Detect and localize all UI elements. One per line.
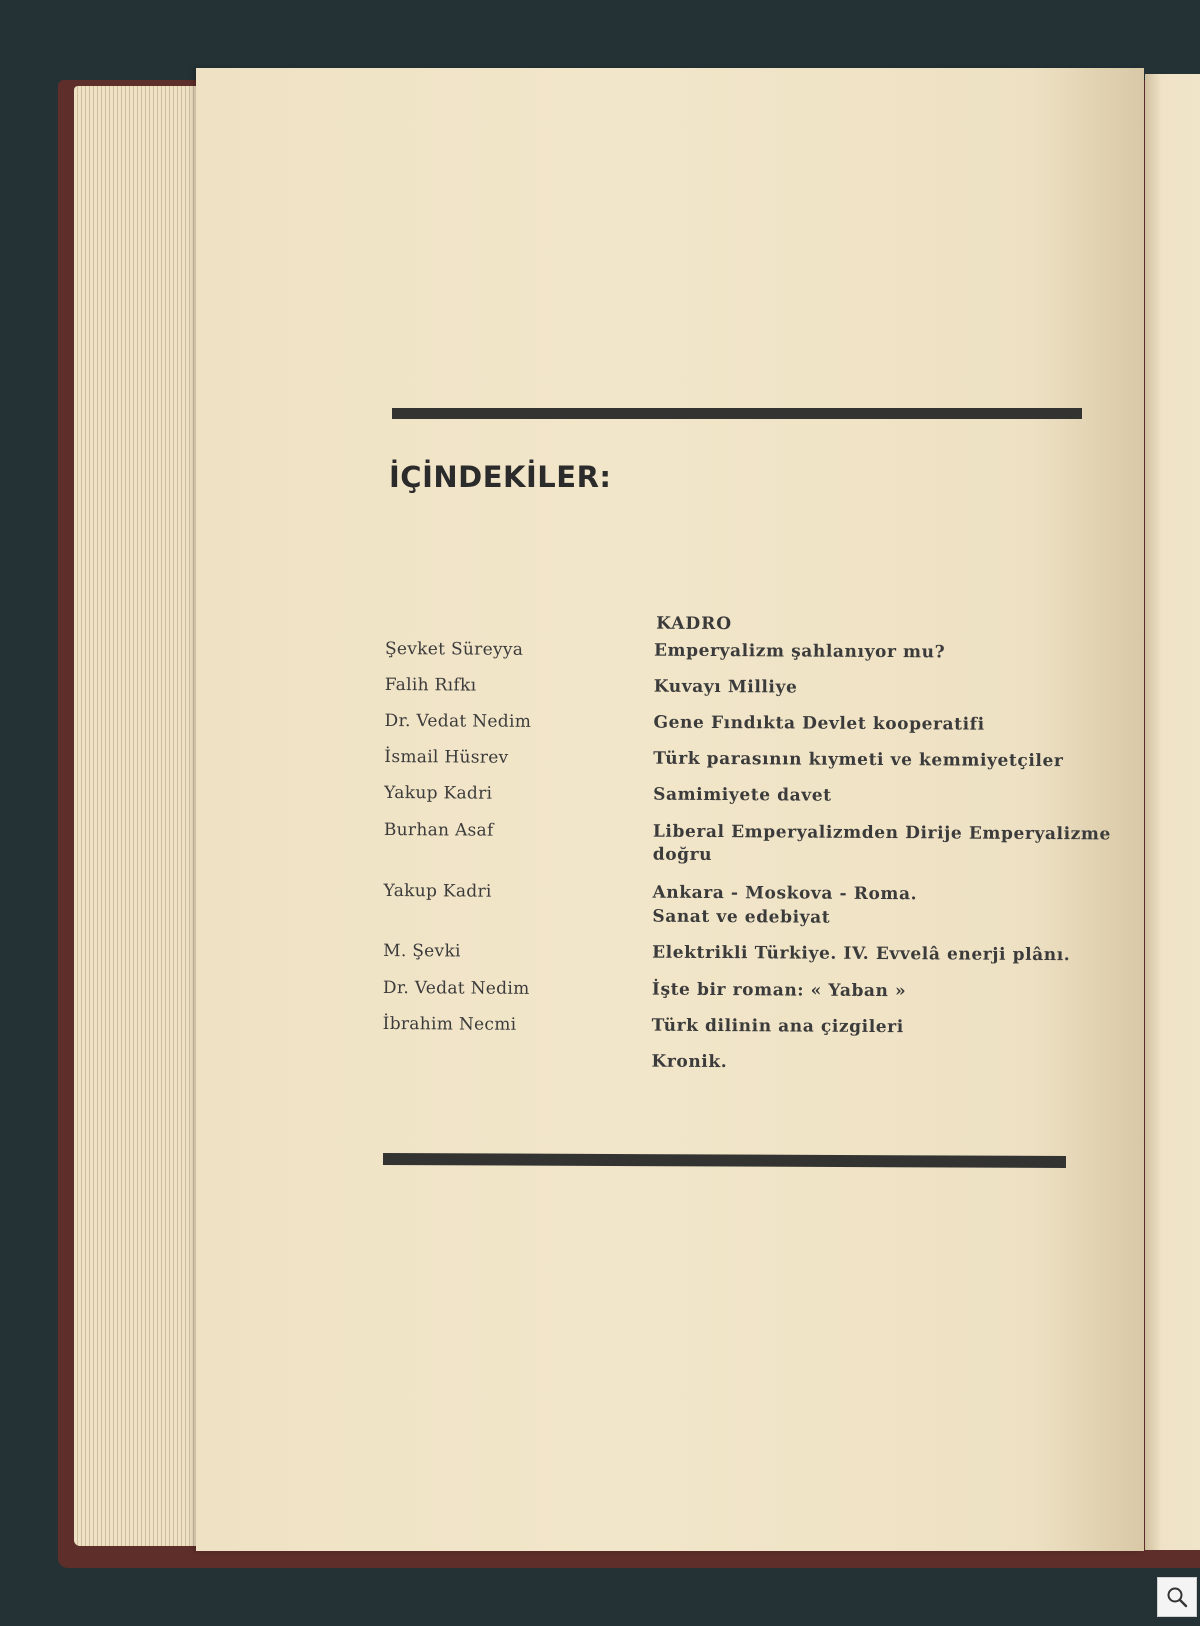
toc-title: Kuvayı Milliye xyxy=(653,676,798,698)
toc-title: Kronik. xyxy=(651,1051,728,1073)
toc-title: Gene Fındıkta Devlet kooperatifi xyxy=(653,712,985,735)
book-page xyxy=(196,68,1144,1551)
toc-author: Yakup Kadri xyxy=(384,782,493,804)
toc-title: Elektrikli Türkiye. IV. Evvelâ enerji plânı. xyxy=(652,942,1071,966)
table-of-contents xyxy=(190,67,1147,1556)
toc-title: Ankara - Moskova - Roma. xyxy=(652,882,918,905)
toc-title: Liberal Emperyalizmden Dirije Emperyalizme xyxy=(652,821,1112,845)
toc-author: İsmail Hüsrev xyxy=(384,746,509,768)
toc-author: Dr. Vedat Nedim xyxy=(384,710,532,732)
facing-page-edge xyxy=(1145,74,1200,1550)
toc-author: İbrahim Necmi xyxy=(382,1013,517,1035)
magnifier-icon xyxy=(1166,1586,1188,1608)
section-label: KADRO xyxy=(656,613,733,635)
toc-title: İşte bir roman: « Yaban » xyxy=(651,979,907,1002)
toc-title-continued: doğru xyxy=(652,844,713,865)
toc-title-continued: Sanat ve edebiyat xyxy=(652,906,831,928)
page-title: İÇİNDEKİLER: xyxy=(389,460,612,494)
toc-title: Türk dilinin ana çizgileri xyxy=(651,1015,904,1038)
toc-author: Dr. Vedat Nedim xyxy=(382,977,530,999)
toc-author: M. Şevki xyxy=(383,940,461,962)
zoom-button[interactable] xyxy=(1157,1577,1197,1617)
toc-author: Falih Rıfkı xyxy=(384,674,477,696)
toc-author: Şevket Süreyya xyxy=(384,638,524,660)
toc-author: Yakup Kadri xyxy=(383,880,492,902)
toc-author: Burhan Asaf xyxy=(383,819,494,841)
toc-title: Emperyalizm şahlanıyor mu? xyxy=(653,640,946,663)
toc-title: Samimiyete davet xyxy=(653,784,832,806)
toc-title: Türk parasının kıymeti ve kemmiyetçiler xyxy=(653,748,1064,772)
